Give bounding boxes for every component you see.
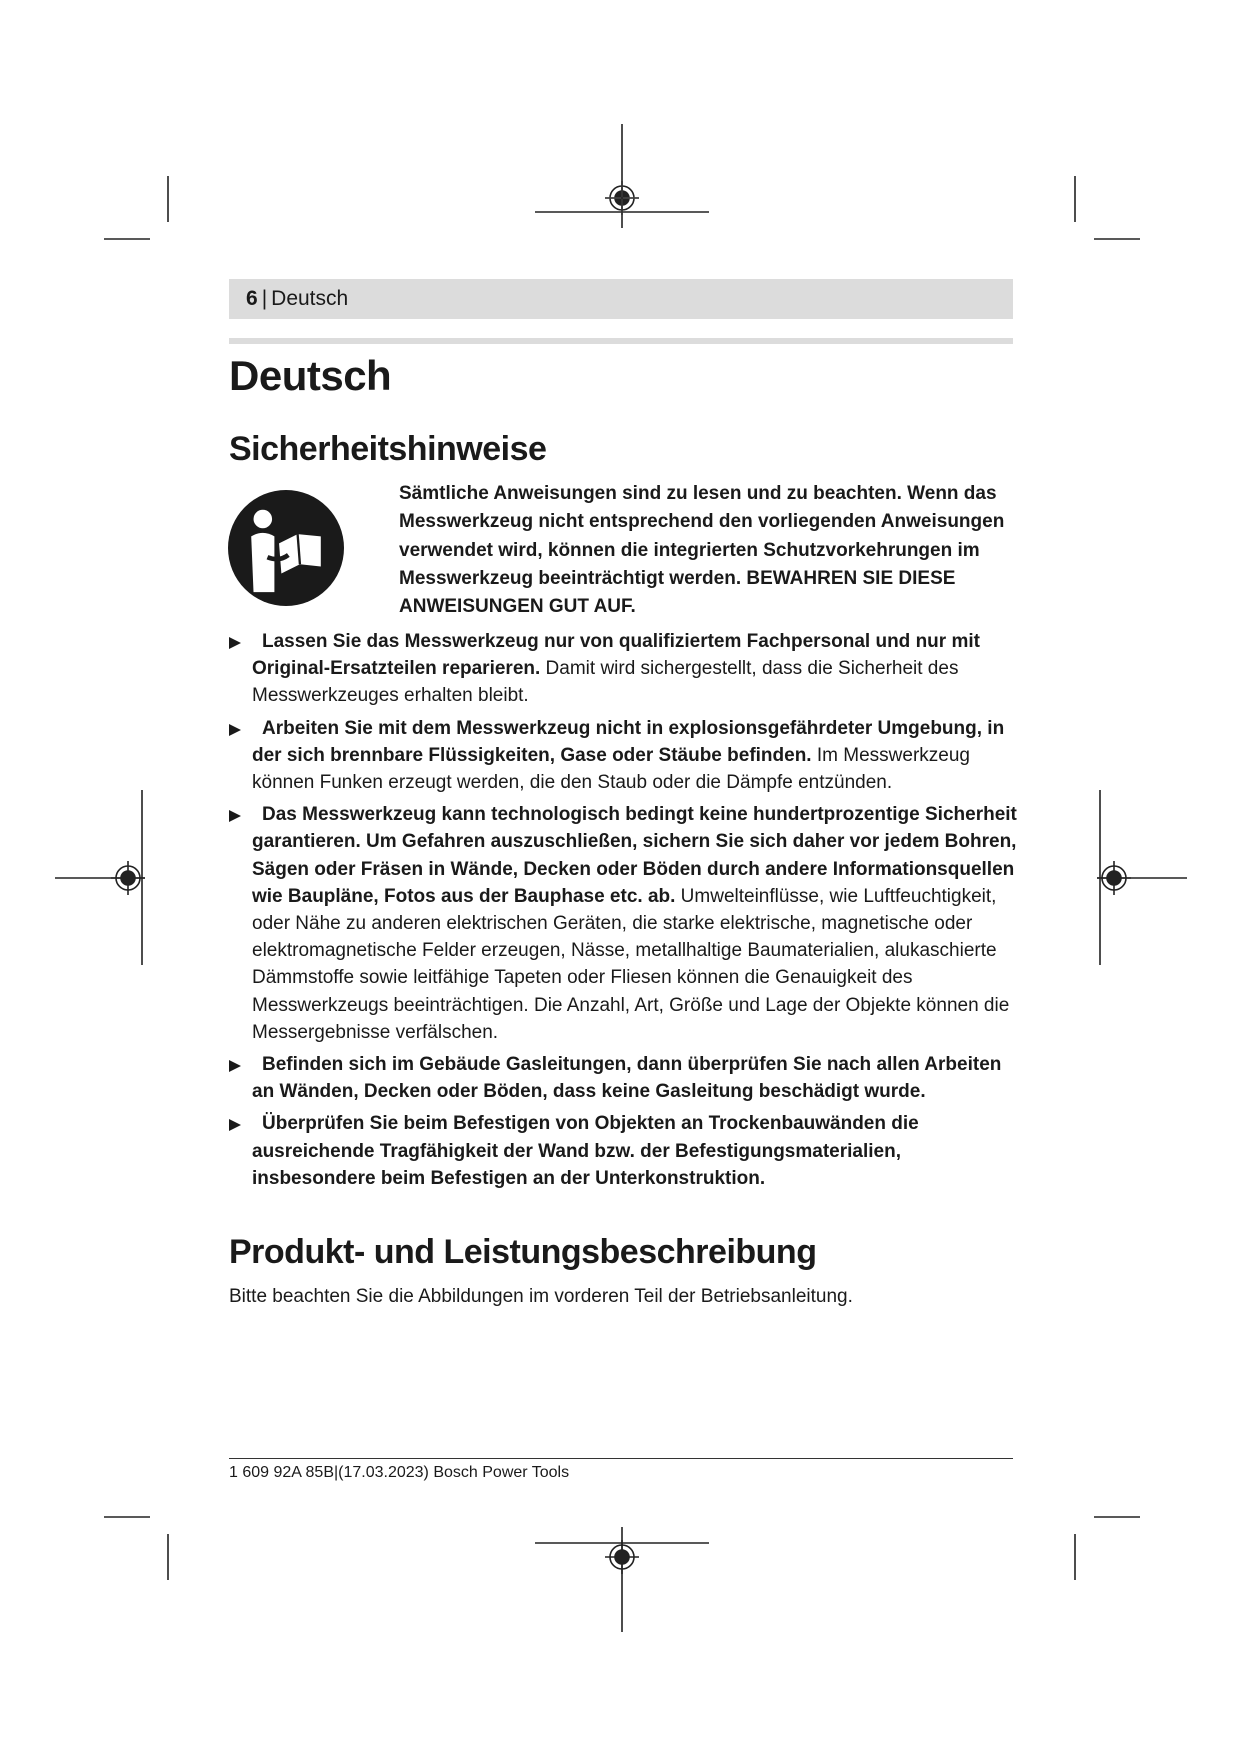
- doc-number: 1 609 92A 85B: [229, 1464, 334, 1481]
- header-separator: |: [261, 287, 268, 310]
- footer-brand: Bosch Power Tools: [433, 1464, 570, 1481]
- footer-separator: |: [333, 1464, 339, 1481]
- page-title: Deutsch: [229, 352, 392, 399]
- warning-bold: Das Messwerkzeug kann technologisch bedingt keine hundertprozentige Sicherheit garantieren. Um Gefahren auszuschließen, sichern Sie sich daher vor jedem Bohren, Sägen oder Fräsen in Wände, Decken oder Böden durch andere Informationsquellen wie Baupläne, Fotos aus der Bauphase etc. ab.: [252, 804, 1017, 907]
- safety-heading: Sicherheitshinweise: [229, 430, 547, 468]
- footer-date: (17.03.2023): [338, 1464, 429, 1481]
- list-item: [229, 1051, 1019, 1105]
- list-item: [229, 801, 1019, 1046]
- page-footer: [229, 1462, 569, 1484]
- triangle-bullet-icon: [229, 637, 241, 649]
- registration-target-icon: [111, 861, 145, 895]
- triangle-bullet-icon: [229, 810, 241, 822]
- warning-bold: Lassen Sie das Messwerkzeug nur von qualifiziertem Fachpersonal und nur mit Original-Ersatzteilen reparieren.: [252, 631, 980, 680]
- warning-bold: Arbeiten Sie mit dem Messwerkzeug nicht in explosionsgefährdeter Umgebung, in der sich brennbare Flüssigkeiten, Gase oder Stäube befinden.: [252, 717, 1005, 766]
- safety-intro: Sämtliche Anweisungen sind zu lesen und zu beachten. Wenn das Messwerkzeug nicht entsprechend den vorliegenden Anweisungen verwendet wird, können die integrierten Schutzvorkehrungen im Messwerkzeug beeinträchtigt werden. BEWAHREN SIE DIESE ANWEISUNGEN GUT AUF.: [399, 483, 1005, 618]
- safety-list: [229, 628, 1019, 1197]
- footer-rule: [229, 1458, 1013, 1459]
- list-item: [229, 628, 1019, 710]
- header-rule: [229, 338, 1013, 344]
- registration-target-icon: [605, 181, 639, 215]
- warning-text: Damit wird sichergestellt, dass die Sicherheit des Messwerkzeuges erhalten bleibt.: [252, 658, 959, 707]
- list-item: [229, 1110, 1019, 1192]
- registration-target-icon: [605, 1540, 639, 1574]
- registration-target-icon: [1097, 861, 1131, 895]
- running-header: [229, 279, 1013, 319]
- warning-bold: Befinden sich im Gebäude Gasleitungen, dann überprüfen Sie nach allen Arbeiten an Wänden, Decken oder Böden, dass keine Gasleitung beschädigt wurde.: [252, 1054, 1002, 1103]
- page-number: 6: [246, 287, 258, 310]
- product-heading: Produkt- und Leistungsbeschreibung: [229, 1233, 817, 1271]
- triangle-bullet-icon: [229, 1119, 241, 1131]
- read-manual-icon: [228, 490, 344, 606]
- triangle-bullet-icon: [229, 724, 241, 736]
- warning-text: Umwelteinflüsse, wie Luftfeuchtigkeit, oder Nähe zu anderen elektrischen Geräten, die starke elektrische, magnetische oder elektromagnetische Felder erzeugen, Nässe, metallhaltige Baumaterialien, alukaschierte Dämmstoffe sowie leitfähige Tapeten oder Fliesen können die Genauigkeit des Messwerkzeugs beeinträchtigen. Die Anzahl, Art, Größe und Lage der Objekte können die Messergebnisse verfälschen.: [252, 885, 1010, 1043]
- list-item: [229, 715, 1019, 797]
- triangle-bullet-icon: [229, 1060, 241, 1072]
- warning-text: Im Messwerkzeug können Funken erzeugt werden, die den Staub oder die Dämpfe entzünden.: [252, 744, 970, 794]
- header-section: Deutsch: [271, 287, 349, 310]
- product-text: Bitte beachten Sie die Abbildungen im vorderen Teil der Betriebsanleitung.: [229, 1286, 853, 1307]
- warning-bold: Überprüfen Sie beim Befestigen von Objekten an Trockenbauwänden die ausreichende Tragfähigkeit der Wand bzw. der Befestigungsmaterialien, insbesondere beim Befestigen an der Unterkonstruktion.: [252, 1113, 919, 1189]
